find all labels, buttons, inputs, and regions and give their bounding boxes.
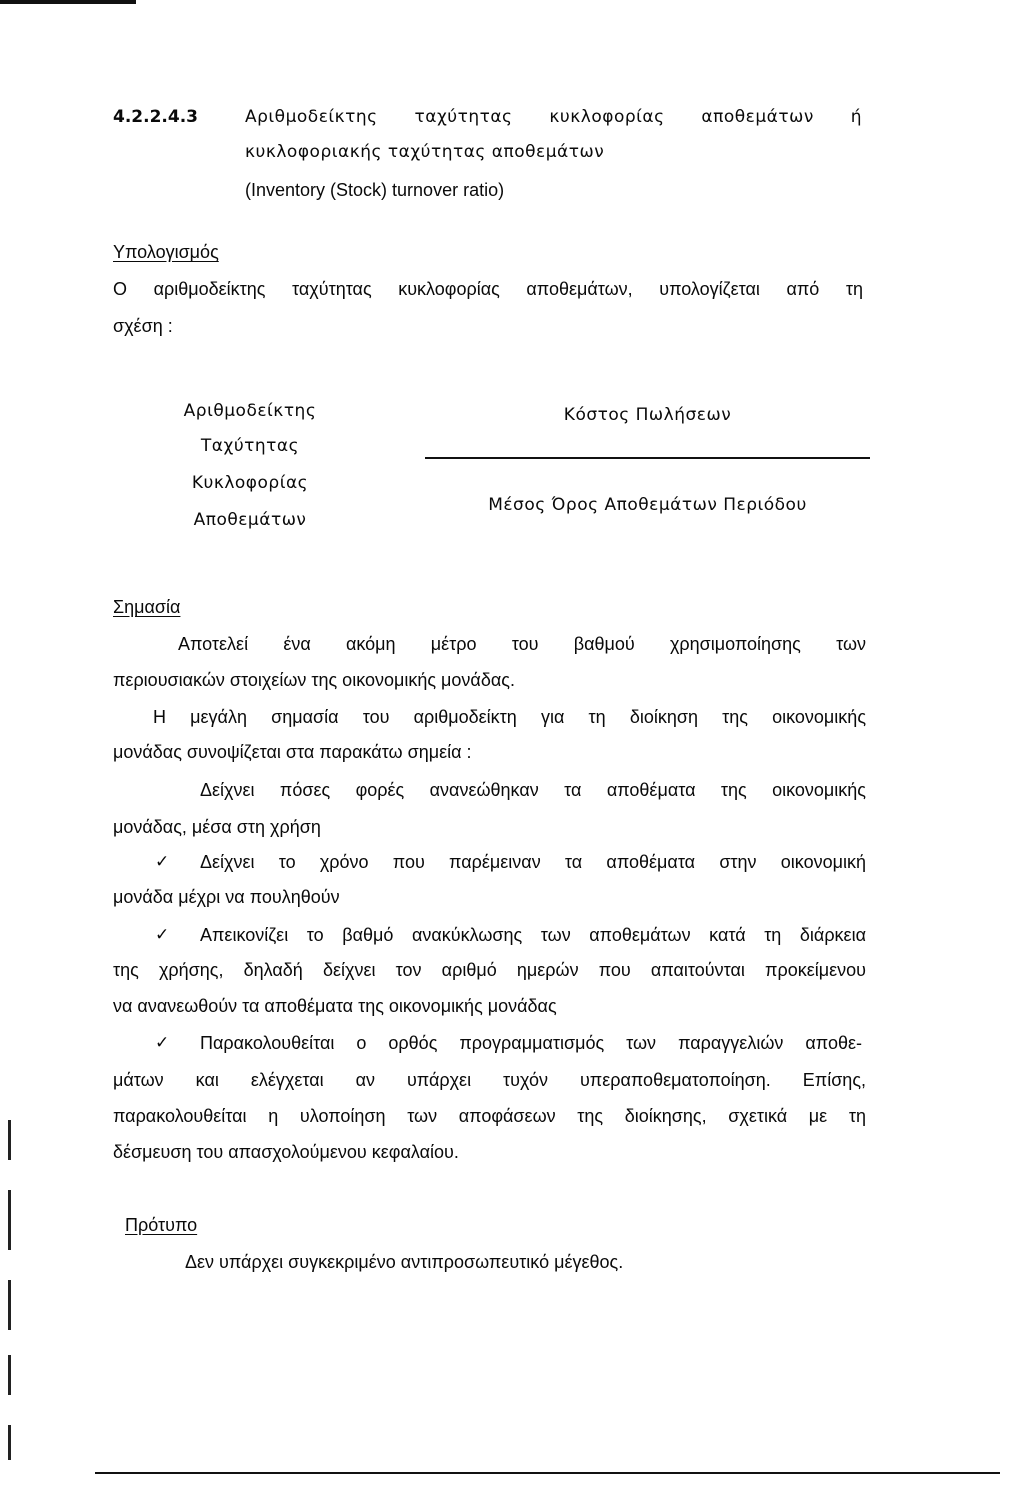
footer-rule xyxy=(95,1472,1000,1474)
formula-lhs-line: Αριθμοδείκτης xyxy=(183,401,317,421)
formula-lhs-line: Ταχύτητας xyxy=(200,436,300,456)
significance-line: Απεικονίζει το βαθμό ανακύκλωσης των αποθεμάτων κατά τη διάρκεια xyxy=(200,925,866,945)
significance-line: Δείχνει το χρόνο που παρέμειναν τα αποθέματα στην οικονομική xyxy=(200,852,866,872)
significance-line: μάτων και ελέγχεται αν υπάρχει τυχόν υπεραποθεματοποίηση. Επίσης, xyxy=(113,1070,866,1090)
calculation-heading: Υπολογισμός xyxy=(113,242,219,262)
formula-lhs-line: Αποθεμάτων xyxy=(193,510,307,530)
checkmark-icon: ✓ xyxy=(155,1033,170,1053)
significance-line: δέσμευση του απασχολούμενου κεφαλαίου. xyxy=(113,1142,459,1162)
calculation-text-line: σχέση : xyxy=(113,316,173,336)
significance-line: μονάδας συνοψίζεται στα παρακάτω σημεία : xyxy=(113,742,472,762)
significance-line: Η μεγάλη σημασία του αριθμοδείκτη για τη διοίκηση της οικονομικής xyxy=(153,707,866,727)
scan-mark xyxy=(8,1120,11,1160)
significance-line: να ανανεωθούν τα αποθέματα της οικονομικής μονάδας xyxy=(113,996,557,1016)
checkmark-icon: ✓ xyxy=(155,925,170,945)
checkmark-icon: ✓ xyxy=(155,852,170,872)
standard-text: Δεν υπάρχει συγκεκριμένο αντιπροσωπευτικό μέγεθος. xyxy=(185,1252,624,1272)
significance-line: Δείχνει πόσες φορές ανανεώθηκαν τα αποθέματα της οικονομικής xyxy=(200,780,866,800)
scan-mark xyxy=(8,1425,11,1460)
header-rule xyxy=(0,0,136,4)
section-title-line: κυκλοφοριακής ταχύτητας αποθεμάτων xyxy=(245,142,605,162)
scan-mark xyxy=(8,1190,11,1250)
significance-line: παρακολουθείται η υλοποίηση των αποφάσεων της διοίκησης, σχετικά με τη xyxy=(113,1106,866,1126)
significance-line: μονάδα μέχρι να πουληθούν xyxy=(113,887,340,907)
fraction-bar xyxy=(425,457,870,459)
section-number: 4.2.2.4.3 xyxy=(113,107,198,127)
calculation-text-line: Ο αριθμοδείκτης ταχύτητας κυκλοφορίας αποθεμάτων, υπολογίζεται από τη xyxy=(113,279,863,299)
section-title-english: (Inventory (Stock) turnover ratio) xyxy=(245,180,505,200)
scan-mark xyxy=(8,1280,11,1330)
significance-line: της χρήσης, δηλαδή δείχνει τον αριθμό ημερών που απαιτούνται προκείμενου xyxy=(113,960,866,980)
significance-heading: Σημασία xyxy=(113,597,181,617)
formula-numerator: Κόστος Πωλήσεων xyxy=(563,405,732,425)
standard-heading: Πρότυπο xyxy=(125,1215,198,1235)
formula-lhs-line: Κυκλοφορίας xyxy=(191,473,309,493)
significance-line: Αποτελεί ένα ακόμη μέτρο του βαθμού χρησιμοποίησης των xyxy=(178,634,866,654)
significance-line: περιουσιακών στοιχείων της οικονομικής μονάδας. xyxy=(113,670,515,690)
section-title-line: Αριθμοδείκτης ταχύτητας κυκλοφορίας αποθεμάτων ή xyxy=(245,107,862,127)
scan-mark xyxy=(8,1355,11,1395)
formula-denominator: Μέσος Όρος Αποθεμάτων Περιόδου xyxy=(488,495,807,515)
significance-line: μονάδας, μέσα στη χρήση xyxy=(113,817,321,837)
significance-line: Παρακολουθείται ο ορθός προγραμματισμός των παραγγελιών αποθε- xyxy=(200,1033,862,1053)
